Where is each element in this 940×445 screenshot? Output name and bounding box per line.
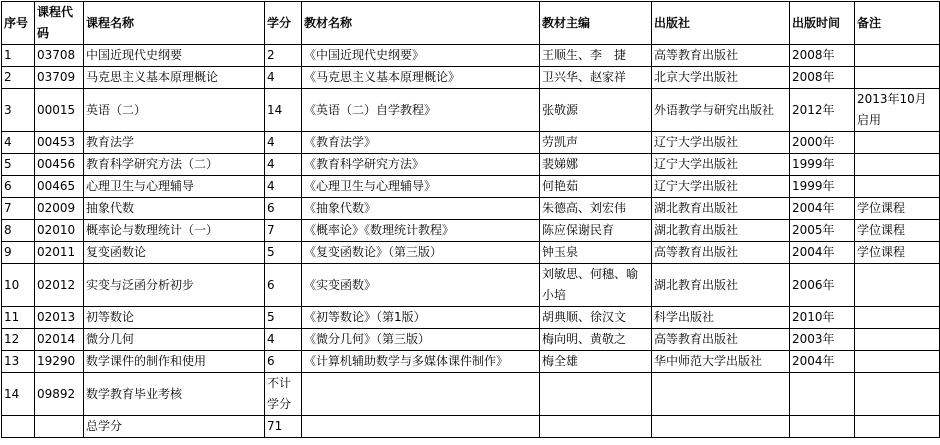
cell-credits: 4 (265, 154, 302, 176)
cell-course-name: 总学分 (84, 416, 265, 438)
cell-pub-date: 1999年 (790, 176, 855, 198)
cell-editor (540, 373, 652, 416)
cell-course-name: 教育科学研究方法（二） (84, 154, 265, 176)
cell-course-name: 中国近现代史纲要 (84, 45, 265, 67)
cell-index: 10 (2, 264, 35, 307)
cell-remarks: 学位课程 (855, 198, 940, 220)
cell-textbook: 《教育法学》 (302, 132, 540, 154)
cell-course-name: 复变函数论 (84, 242, 265, 264)
cell-pub-date: 2004年 (790, 198, 855, 220)
cell-pub-date: 2012年 (790, 89, 855, 132)
cell-code: 02012 (35, 264, 84, 307)
cell-editor: 王顺生、李 捷 (540, 45, 652, 67)
cell-remarks (855, 132, 940, 154)
cell-textbook: 《心理卫生与心理辅导》 (302, 176, 540, 198)
cell-code (35, 416, 84, 438)
table-row (2, 329, 940, 351)
cell-pub-date: 1999年 (790, 154, 855, 176)
cell-editor: 刘敏思、何穗、喻小培 (540, 264, 652, 307)
header-cell-index: 序号 (2, 2, 35, 45)
cell-pub-date: 2000年 (790, 132, 855, 154)
course-table (1, 1, 940, 438)
cell-remarks (855, 416, 940, 438)
cell-textbook (302, 373, 540, 416)
header-cell-publisher: 出版社 (652, 2, 790, 45)
cell-publisher (652, 416, 790, 438)
cell-code: 02011 (35, 242, 84, 264)
table-row (2, 416, 940, 438)
cell-pub-date: 2004年 (790, 351, 855, 373)
cell-pub-date: 2008年 (790, 67, 855, 89)
cell-index: 8 (2, 220, 35, 242)
cell-credits: 71 (265, 416, 302, 438)
cell-index: 14 (2, 373, 35, 416)
cell-textbook: 《英语（二）自学教程》 (302, 89, 540, 132)
cell-pub-date: 2008年 (790, 45, 855, 67)
cell-publisher (652, 373, 790, 416)
cell-textbook: 《微分几何》（第三版） (302, 329, 540, 351)
cell-course-name: 马克思主义基本原理概论 (84, 67, 265, 89)
cell-publisher: 辽宁大学出版社 (652, 132, 790, 154)
header-row (2, 2, 940, 45)
cell-index: 13 (2, 351, 35, 373)
table-row (2, 242, 940, 264)
cell-remarks (855, 176, 940, 198)
cell-publisher: 湖北教育出版社 (652, 220, 790, 242)
table-row (2, 176, 940, 198)
cell-remarks (855, 307, 940, 329)
cell-index: 12 (2, 329, 35, 351)
cell-credits: 5 (265, 242, 302, 264)
table-row (2, 132, 940, 154)
cell-editor: 何艳茹 (540, 176, 652, 198)
cell-course-name: 心理卫生与心理辅导 (84, 176, 265, 198)
cell-publisher: 辽宁大学出版社 (652, 176, 790, 198)
cell-remarks (855, 373, 940, 416)
cell-code: 00465 (35, 176, 84, 198)
table-row (2, 198, 940, 220)
cell-publisher: 辽宁大学出版社 (652, 154, 790, 176)
cell-editor: 卫兴华、赵家祥 (540, 67, 652, 89)
cell-credits: 7 (265, 220, 302, 242)
cell-code: 03709 (35, 67, 84, 89)
cell-code: 19290 (35, 351, 84, 373)
cell-editor: 劳凯声 (540, 132, 652, 154)
cell-course-name: 抽象代数 (84, 198, 265, 220)
cell-course-name: 英语（二） (84, 89, 265, 132)
header-cell-editor: 教材主编 (540, 2, 652, 45)
cell-code: 02013 (35, 307, 84, 329)
cell-code: 00015 (35, 89, 84, 132)
cell-credits: 6 (265, 264, 302, 307)
cell-remarks: 学位课程 (855, 220, 940, 242)
cell-credits: 5 (265, 307, 302, 329)
cell-publisher: 湖北教育出版社 (652, 264, 790, 307)
cell-pub-date: 2005年 (790, 220, 855, 242)
header-cell-remarks: 备注 (855, 2, 940, 45)
table-row (2, 373, 940, 416)
cell-editor: 张敬源 (540, 89, 652, 132)
cell-textbook: 《复变函数论》（第三版） (302, 242, 540, 264)
cell-credits: 4 (265, 329, 302, 351)
cell-course-name: 数学课件的制作和使用 (84, 351, 265, 373)
cell-editor: 梅向明、黄敬之 (540, 329, 652, 351)
cell-code: 02010 (35, 220, 84, 242)
table-row (2, 154, 940, 176)
header-cell-course-name: 课程名称 (84, 2, 265, 45)
cell-publisher: 北京大学出版社 (652, 67, 790, 89)
table-row (2, 264, 940, 307)
cell-credits: 2 (265, 45, 302, 67)
cell-textbook (302, 416, 540, 438)
cell-remarks (855, 67, 940, 89)
cell-editor: 胡典顺、徐汉文 (540, 307, 652, 329)
cell-textbook: 《抽象代数》 (302, 198, 540, 220)
cell-index: 3 (2, 89, 35, 132)
cell-publisher: 湖北教育出版社 (652, 198, 790, 220)
cell-remarks: 学位课程 (855, 242, 940, 264)
cell-pub-date (790, 416, 855, 438)
table-row (2, 89, 940, 132)
cell-index: 2 (2, 67, 35, 89)
cell-index: 4 (2, 132, 35, 154)
cell-course-name: 数学教育毕业考核 (84, 373, 265, 416)
cell-code: 02009 (35, 198, 84, 220)
cell-credits: 6 (265, 351, 302, 373)
cell-remarks: 2013年10月启用 (855, 89, 940, 132)
cell-pub-date: 2003年 (790, 329, 855, 351)
cell-code: 00456 (35, 154, 84, 176)
cell-course-name: 教育法学 (84, 132, 265, 154)
cell-textbook: 《中国近现代史纲要》 (302, 45, 540, 67)
header-cell-textbook: 教材名称 (302, 2, 540, 45)
cell-index: 5 (2, 154, 35, 176)
cell-publisher: 华中师范大学出版社 (652, 351, 790, 373)
cell-publisher: 科学出版社 (652, 307, 790, 329)
table-row (2, 45, 940, 67)
cell-course-name: 微分几何 (84, 329, 265, 351)
cell-remarks (855, 154, 940, 176)
cell-code: 03708 (35, 45, 84, 67)
cell-pub-date: 2004年 (790, 242, 855, 264)
cell-textbook: 《概率论》《数理统计教程》 (302, 220, 540, 242)
cell-pub-date: 2006年 (790, 264, 855, 307)
cell-credits: 4 (265, 67, 302, 89)
cell-textbook: 《马克思主义基本原理概论》 (302, 67, 540, 89)
cell-course-name: 概率论与数理统计（一） (84, 220, 265, 242)
cell-remarks (855, 351, 940, 373)
cell-publisher: 高等教育出版社 (652, 242, 790, 264)
cell-index: 1 (2, 45, 35, 67)
cell-textbook: 《教育科学研究方法》 (302, 154, 540, 176)
cell-remarks (855, 45, 940, 67)
cell-textbook: 《初等数论》（第1版） (302, 307, 540, 329)
cell-index: 7 (2, 198, 35, 220)
cell-remarks (855, 329, 940, 351)
table-row (2, 351, 940, 373)
cell-code: 09892 (35, 373, 84, 416)
cell-index: 9 (2, 242, 35, 264)
cell-editor: 朱德高、刘宏伟 (540, 198, 652, 220)
cell-textbook: 《实变函数》 (302, 264, 540, 307)
cell-editor (540, 416, 652, 438)
cell-index: 11 (2, 307, 35, 329)
cell-textbook: 《计算机辅助数学与多媒体课件制作》 (302, 351, 540, 373)
cell-credits: 4 (265, 132, 302, 154)
cell-editor: 陈应保谢民育 (540, 220, 652, 242)
cell-index (2, 416, 35, 438)
cell-course-name: 初等数论 (84, 307, 265, 329)
header-cell-pub-date: 出版时间 (790, 2, 855, 45)
cell-editor: 钟玉泉 (540, 242, 652, 264)
table-row (2, 307, 940, 329)
cell-credits: 不计学分 (265, 373, 302, 416)
header-cell-code: 课程代码 (35, 2, 84, 45)
cell-credits: 14 (265, 89, 302, 132)
cell-remarks (855, 264, 940, 307)
cell-editor: 裴娣娜 (540, 154, 652, 176)
table-row (2, 67, 940, 89)
cell-editor: 梅全雄 (540, 351, 652, 373)
cell-pub-date (790, 373, 855, 416)
cell-code: 00453 (35, 132, 84, 154)
table-body (2, 45, 940, 438)
cell-credits: 6 (265, 198, 302, 220)
cell-course-name: 实变与泛函分析初步 (84, 264, 265, 307)
cell-credits: 4 (265, 176, 302, 198)
cell-index: 6 (2, 176, 35, 198)
cell-code: 02014 (35, 329, 84, 351)
cell-pub-date: 2010年 (790, 307, 855, 329)
table-row (2, 220, 940, 242)
cell-publisher: 高等教育出版社 (652, 45, 790, 67)
cell-publisher: 高等教育出版社 (652, 329, 790, 351)
cell-publisher: 外语教学与研究出版社 (652, 89, 790, 132)
header-cell-credits: 学分 (265, 2, 302, 45)
